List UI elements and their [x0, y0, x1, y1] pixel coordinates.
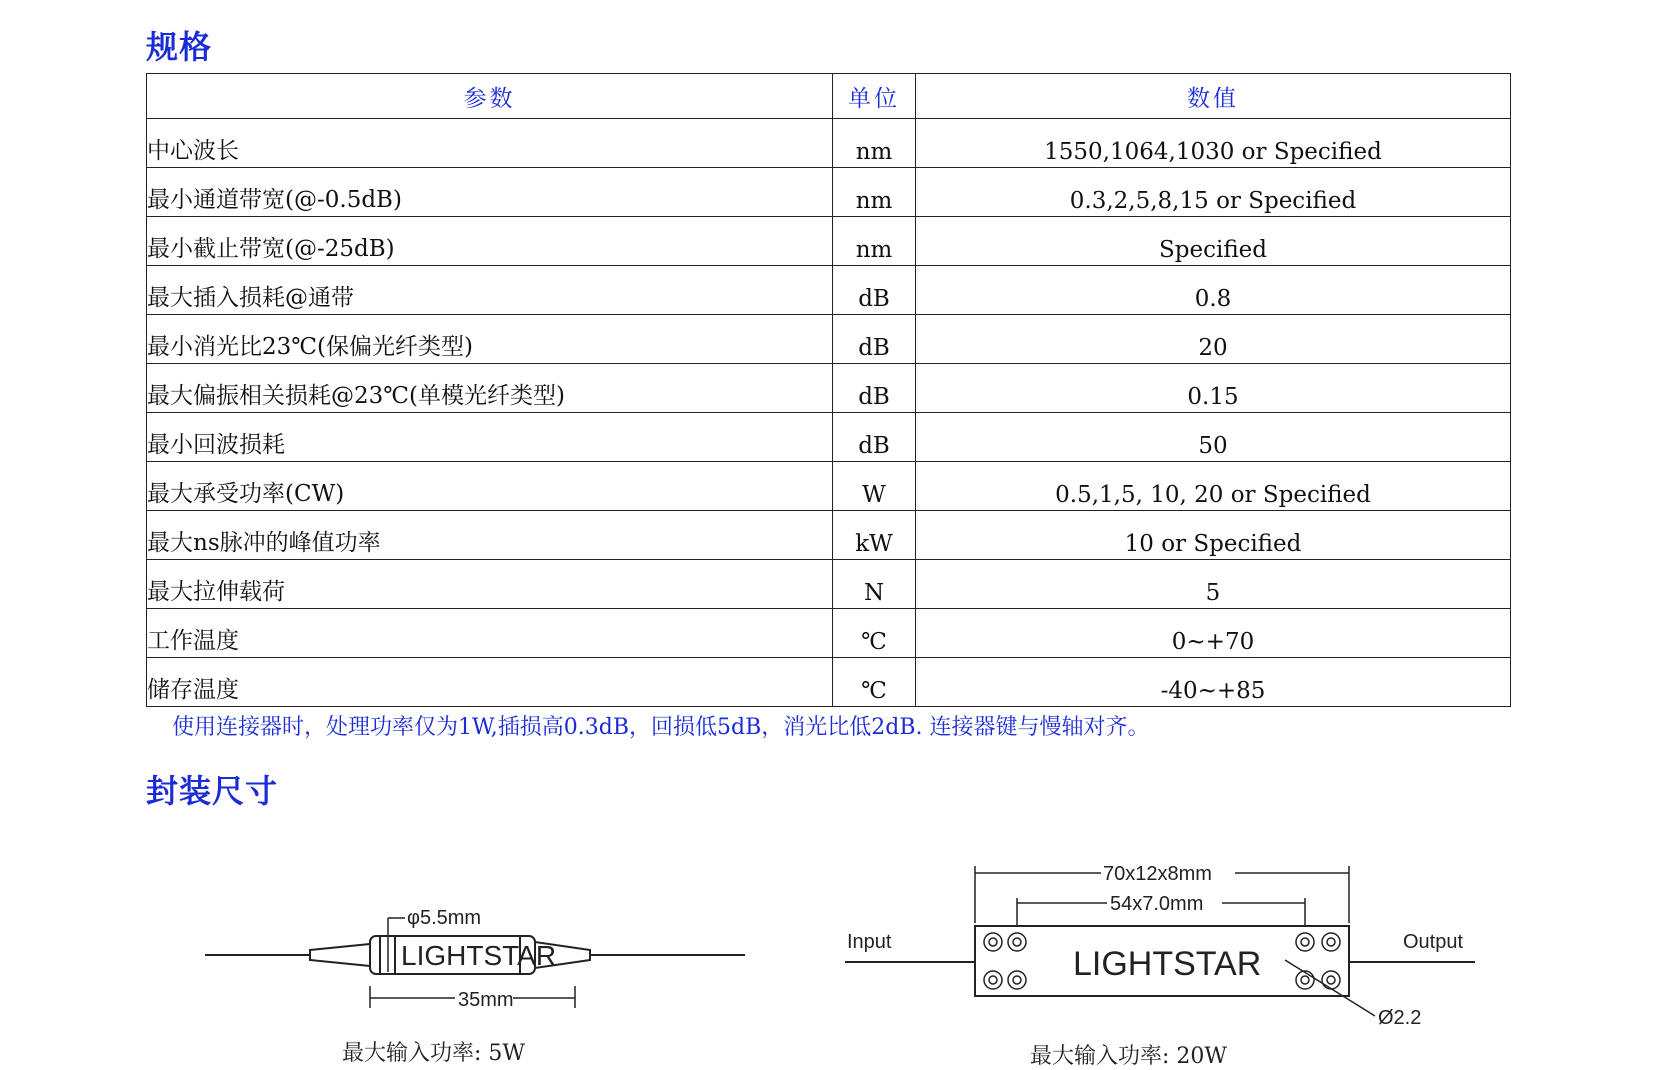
cell-value: Specified	[916, 217, 1511, 266]
table-row	[147, 168, 1511, 217]
cell-param: 最小回波损耗	[147, 413, 833, 462]
caption-20w: 最大输入功率: 20W	[1030, 1044, 1228, 1069]
cell-value: 50	[916, 413, 1511, 462]
cell-value: 0.3,2,5,8,15 or Specified	[916, 168, 1511, 217]
cell-unit: W	[833, 462, 916, 511]
caption-5w: 最大输入功率: 5W	[342, 1041, 526, 1066]
table-row	[147, 658, 1511, 707]
cell-value: 20	[916, 315, 1511, 364]
cell-value: 0.8	[916, 266, 1511, 315]
cell-unit: nm	[833, 119, 916, 168]
cell-param: 最大插入损耗@通带	[147, 266, 833, 315]
brand-label-2: LIGHTSTAR	[1073, 945, 1262, 983]
cell-unit: nm	[833, 168, 916, 217]
cell-unit: kW	[833, 511, 916, 560]
connector-note: 使用连接器时，处理功率仅为1W,插损高0.3dB，回损低5dB，消光比低2dB. 连接器键与慢轴对齐。	[172, 715, 1150, 740]
cell-unit: ℃	[833, 658, 916, 707]
input-label: Input	[847, 931, 892, 953]
cell-value: -40~+85	[916, 658, 1511, 707]
cell-param: 工作温度	[147, 609, 833, 658]
cell-value: 0~+70	[916, 609, 1511, 658]
cell-unit: dB	[833, 315, 916, 364]
table-row	[147, 364, 1511, 413]
package-heading: 封装尺寸	[146, 772, 279, 810]
cell-param: 最小通道带宽(@-0.5dB)	[147, 168, 833, 217]
cell-param: 最大承受功率(CW)	[147, 462, 833, 511]
cell-value: 1550,1064,1030 or Specified	[916, 119, 1511, 168]
cell-value: 0.5,1,5, 10, 20 or Specified	[916, 462, 1511, 511]
cell-unit: nm	[833, 217, 916, 266]
header-unit: 单位	[833, 74, 916, 119]
table-row	[147, 217, 1511, 266]
diameter-label: φ5.5mm	[407, 907, 482, 929]
table-header-row	[147, 74, 1511, 119]
cell-param: 最大ns脉冲的峰值功率	[147, 511, 833, 560]
cell-value: 5	[916, 560, 1511, 609]
cell-param: 最小截止带宽(@-25dB)	[147, 217, 833, 266]
table-row	[147, 511, 1511, 560]
outer-dim-label: 70x12x8mm	[1103, 863, 1212, 885]
brand-label-1: LIGHTSTAR	[401, 940, 557, 971]
table-row	[147, 119, 1511, 168]
table-row	[147, 462, 1511, 511]
table-row	[147, 266, 1511, 315]
cell-unit: N	[833, 560, 916, 609]
tube-package-drawing	[205, 898, 765, 1028]
box-package-drawing	[845, 858, 1485, 1038]
cell-param: 最大偏振相关损耗@23℃(单模光纤类型)	[147, 364, 833, 413]
cell-unit: dB	[833, 413, 916, 462]
table-row	[147, 315, 1511, 364]
spec-heading: 规格	[146, 28, 213, 66]
cell-value: 10 or Specified	[916, 511, 1511, 560]
output-label: Output	[1403, 931, 1464, 953]
cell-param: 最大拉伸载荷	[147, 560, 833, 609]
cell-param: 最小消光比23℃(保偏光纤类型)	[147, 315, 833, 364]
cell-unit: dB	[833, 266, 916, 315]
cell-param: 储存温度	[147, 658, 833, 707]
header-param: 参数	[147, 74, 833, 119]
cell-unit: ℃	[833, 609, 916, 658]
header-value: 数值	[916, 74, 1511, 119]
cell-value: 0.15	[916, 364, 1511, 413]
hole-label: Ø2.2	[1378, 1007, 1422, 1029]
table-row	[147, 413, 1511, 462]
spec-table	[146, 73, 1511, 707]
cell-unit: dB	[833, 364, 916, 413]
cell-param: 中心波长	[147, 119, 833, 168]
table-row	[147, 560, 1511, 609]
table-row	[147, 609, 1511, 658]
inner-dim-label: 54x7.0mm	[1110, 893, 1204, 915]
length-label: 35mm	[458, 989, 514, 1011]
